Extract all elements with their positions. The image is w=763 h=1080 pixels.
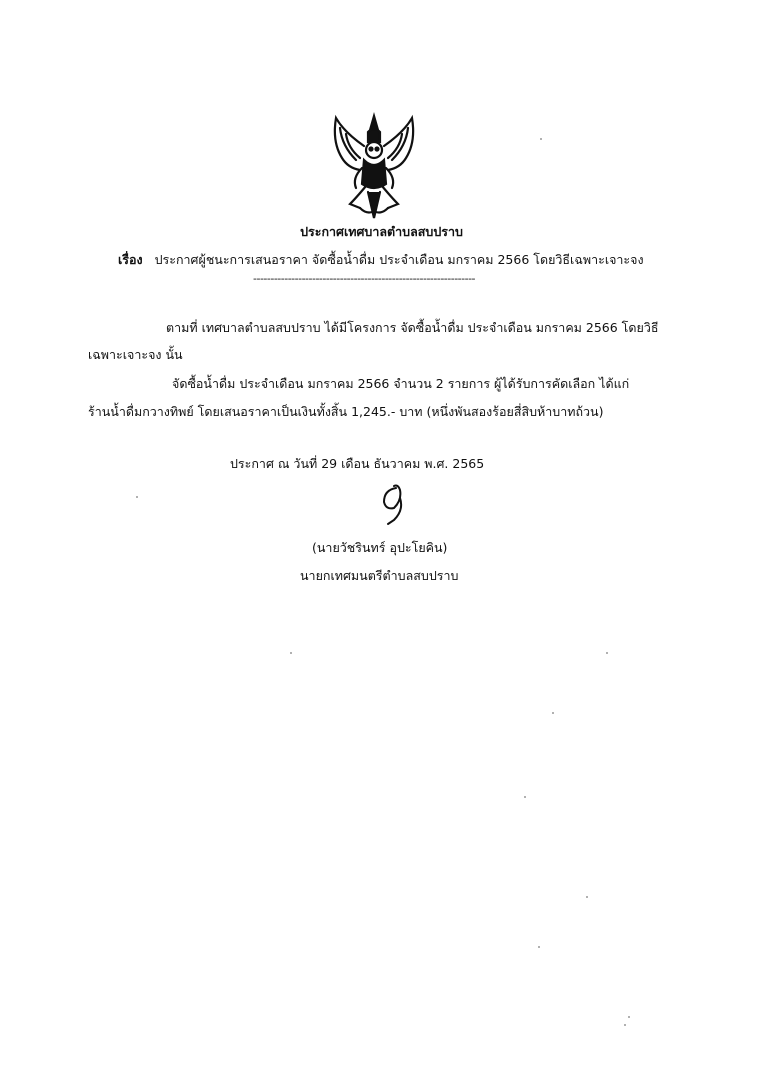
signer-position: นายกเทศมนตรีตำบลสบปราบ — [300, 568, 459, 583]
handwritten-signature — [374, 480, 414, 526]
document-title: ประกาศเทศบาลตำบลสบปราบ — [300, 224, 463, 239]
scan-speck — [540, 138, 542, 140]
scan-speck — [538, 946, 540, 948]
scan-speck — [552, 712, 554, 714]
announcement-date: ประกาศ ณ วันที่ 29 เดือน ธันวาคม พ.ศ. 2565 — [230, 456, 485, 471]
scan-speck — [624, 1024, 626, 1026]
paragraph-1-line-2: เฉพาะเจาะจง นั้น — [88, 347, 183, 362]
signer-name: (นายวัชรินทร์ อุปะโยคิน) — [312, 540, 448, 555]
scan-speck — [290, 652, 292, 654]
subject-label: เรื่อง — [118, 252, 143, 267]
subject-text: ประกาศผู้ชนะการเสนอราคา จัดซื้อน้ำดื่ม ประจำเดือน มกราคม 2566 โดยวิธีเฉพาะเจาะจง — [154, 252, 644, 267]
scan-speck — [524, 796, 526, 798]
scan-speck — [586, 896, 588, 898]
paragraph-2-line-1: จัดซื้อน้ำดื่ม ประจำเดือน มกราคม 2566 จำนวน 2 รายการ ผู้ได้รับการคัดเลือก ได้แก่ — [172, 376, 630, 391]
paragraph-2-line-2: ร้านน้ำดื่มกวางทิพย์ โดยเสนอราคาเป็นเงินทั้งสิ้น 1,245.- บาท (หนึ่งพันสองร้อยสี่สิบห้าบาทถ้วน) — [88, 404, 604, 419]
separator-line: ---------------------------------------------------------------- — [253, 272, 476, 285]
garuda-emblem-icon — [326, 112, 422, 222]
paragraph-1-line-1: ตามที่ เทศบาลตำบลสบปราบ ได้มีโครงการ จัดซื้อน้ำดื่ม ประจำเดือน มกราคม 2566 โดยวิธี — [166, 320, 659, 335]
scan-speck — [628, 1016, 630, 1018]
scan-speck — [606, 652, 608, 654]
scan-speck — [136, 496, 138, 498]
subject-line — [118, 250, 644, 270]
